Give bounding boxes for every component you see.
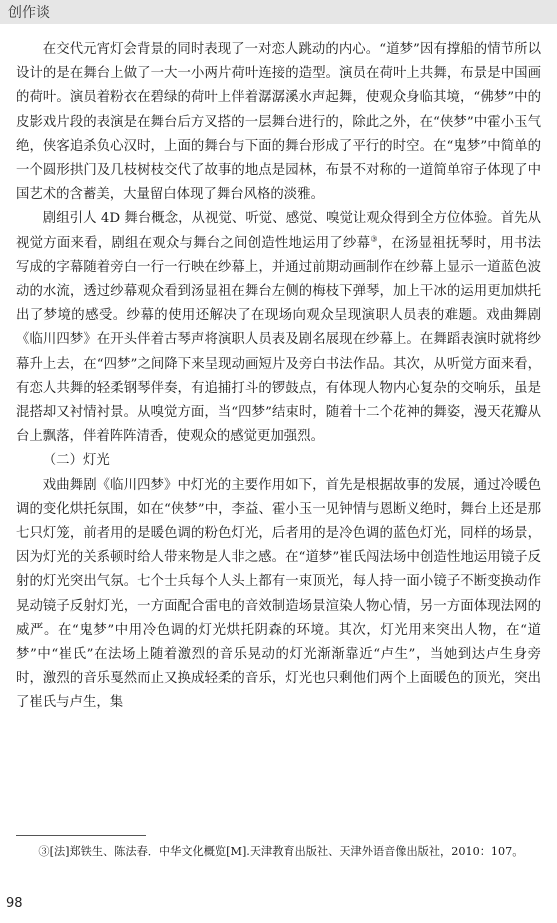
paragraph-4d-stage-part1: 剧组引人 4D 舞台概念，从视觉、听觉、感觉、嗅觉让观众得到全方位体验。首先从视觉方面来看，剧组在观众与舞台之间创造性地运用了纱幕 — [16, 211, 541, 251]
header-title: 创作谈 — [8, 5, 50, 21]
footnote-divider — [16, 835, 146, 836]
article-body — [16, 38, 541, 716]
paragraph-4d-stage-part2: ，在汤显祖抚琴时，用书法写成的字幕随着旁白一行一行映在纱幕上，并通过前期动画制作在纱幕上显示一道蓝色波动的水流，透过纱幕观众看到汤显祖在舞台左侧的梅枝下弹琴，加上干冰的运用更加烘托出了梦境的感受。纱幕的使用还解决了在现场向观众呈现演职人员表的难题。戏曲舞剧《临川四梦》在开头伴着古琴声将演职人员表及剧名展现在纱幕上。在舞蹈表演时就将纱幕升上去，在“四梦”之间降下来呈现动画短片及旁白书法作品。其次，从听觉方面来看，有恋人共舞的轻柔钢琴伴奏，有追捕打斗的锣鼓点，有体现人物内心复杂的交响乐，虽是混搭却又衬情衬景。从嗅觉方面，当“四梦”结束时，随着十二个花神的舞姿，漫天花瓣从台上飘落，伴着阵阵清香，使观众的感觉更加强烈。 — [16, 235, 542, 445]
page-number: 98 — [6, 896, 23, 911]
paragraph-stage-design: 在交代元宵灯会背景的同时表现了一对恋人跳动的内心。“道梦”因有撑船的情节所以设计的是在舞台上做了一大一小两片荷叶连接的造型。演员在荷叶上共舞，布景是中国画的荷叶。演员着粉衣在碧绿的荷叶上伴着潺潺溪水声起舞，使观众身临其境，“佛梦”中的皮影戏片段的表演是在舞台后方叉搭的一层舞台进行的，除此之外，在“侠梦”中霍小玉气绝，侠客追杀负心汉时，上面的舞台与下面的舞台形成了平行的时空。在“鬼梦”中简单的一个圆形拱门及几枝树枝交代了故事的地点是园林，布景不对称的一道简单帘子体现了中国艺术的含蓄美，大量留白体现了舞台风格的淡雅。 — [16, 42, 541, 203]
footnote-3: ③[法]郑铁生、陈法春．中华文化概览[M].天津教育出版社、天津外语音像出版社，2010：107。 — [38, 845, 524, 858]
page-header — [0, 0, 557, 24]
paragraph-lighting: 戏曲舞剧《临川四梦》中灯光的主要作用如下，首先是根据故事的发展，通过冷暖色调的变化烘托氛围，如在“侠梦”中，李益、霍小玉一见钟情与恩断义绝时，舞台上还是那七只灯笼，前者用的是暖色调的粉色灯光，后者用的是冷色调的蓝色灯光，同样的场景，因为灯光的关系顿时给人带来物是人非之感。在“道梦”崔氏闯法场中创造性地运用镜子反射的灯光突出气氛。七个士兵每个人头上都有一束顶光，每人持一面小镜子不断变换动作晃动镜子反射灯光，一方面配合雷电的音效制造场景渲染人物心情，另一方面体现法网的威严。在“鬼梦”中用冷色调的灯光烘托阴森的环境。其次，灯光用来突出人物，在“道梦”中“崔氏”在法场上随着激烈的音乐晃动的灯光渐渐靠近“卢生”，当她到达卢生身旁时，激烈的音乐戛然而止又换成轻柔的音乐，灯光也只剩他们两个上面暖色的顶光，突出了崔氏与卢生，集 — [16, 477, 541, 711]
paragraph-4d-stage — [16, 207, 541, 449]
footnote-ref-3[interactable]: ③ — [370, 234, 378, 244]
section-heading-lighting: （二）灯光 — [42, 453, 110, 469]
